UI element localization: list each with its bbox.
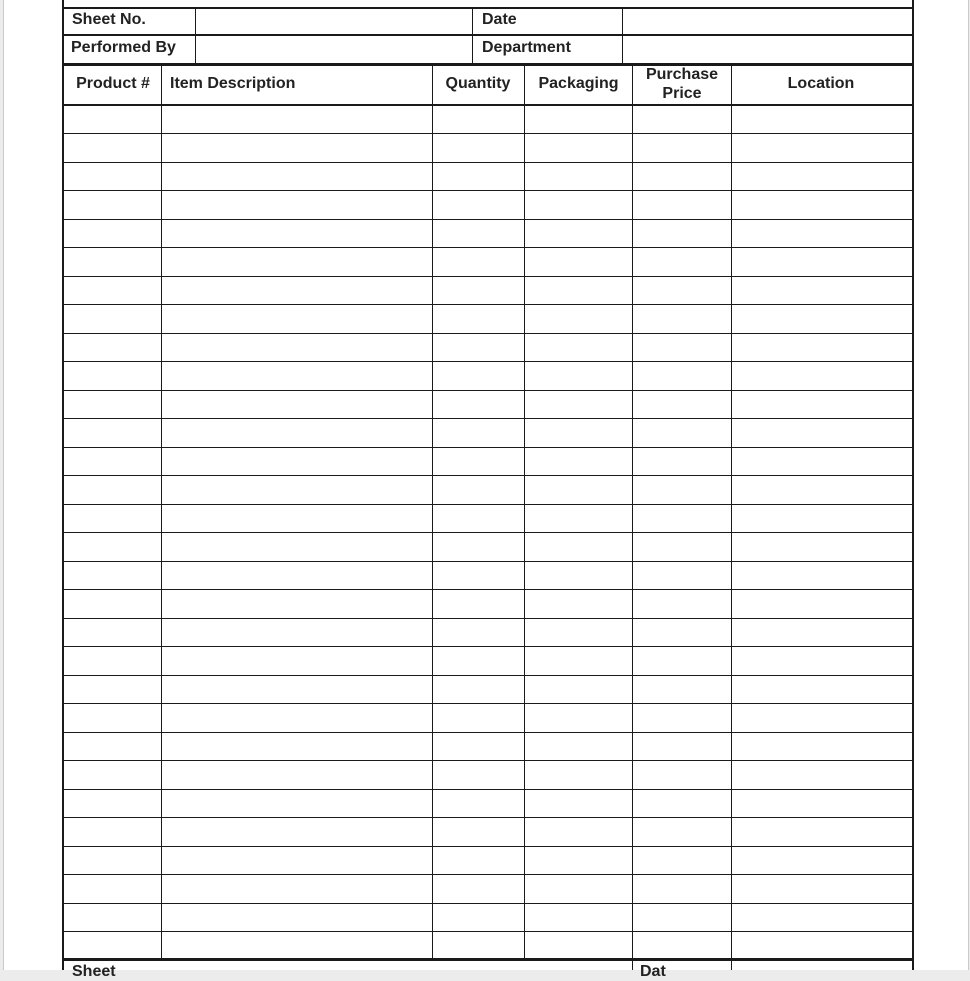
- table-row-line: [62, 247, 912, 248]
- table-row-line: [62, 333, 912, 334]
- performed-by-label: Performed By: [71, 39, 176, 56]
- column-divider-1: [161, 63, 162, 960]
- table-row-line: [62, 532, 912, 533]
- form-info-bottom-border: [62, 63, 912, 66]
- sheet-no-label: Sheet No.: [72, 11, 146, 28]
- table-row-line: [62, 133, 912, 134]
- info-divider-2: [472, 7, 473, 63]
- table-row-line: [62, 162, 912, 163]
- department-field[interactable]: [623, 37, 911, 63]
- table-row-line: [62, 874, 912, 875]
- performed-by-field[interactable]: [197, 37, 472, 63]
- table-row-line: [62, 561, 912, 562]
- column-header-product-number: Product #: [76, 75, 150, 92]
- form-right-border: [912, 0, 914, 970]
- column-divider-5: [731, 63, 732, 960]
- date-field[interactable]: [623, 9, 911, 34]
- form-top-border: [62, 7, 912, 9]
- table-row-line: [62, 703, 912, 704]
- info-divider-3: [622, 7, 623, 63]
- table-row-line: [62, 732, 912, 733]
- table-header-bottom-border: [62, 104, 912, 106]
- column-header-purchase-price: Purchase Price: [645, 66, 719, 102]
- table-row-line: [62, 475, 912, 476]
- table-row-line: [62, 846, 912, 847]
- column-divider-3: [524, 63, 525, 960]
- table-row-line: [62, 190, 912, 191]
- table-row-line: [62, 618, 912, 619]
- footer-divider-1: [632, 960, 633, 970]
- table-row-line: [62, 675, 912, 676]
- footer-left-label: Sheet: [72, 963, 116, 980]
- table-row-line: [62, 817, 912, 818]
- footer-right-label: Dat: [640, 963, 666, 980]
- table-row-line: [62, 390, 912, 391]
- department-label: Department: [482, 39, 571, 56]
- table-row-line: [62, 304, 912, 305]
- column-divider-4: [632, 63, 633, 960]
- table-row-line: [62, 276, 912, 277]
- table-row-line: [62, 361, 912, 362]
- footer-divider-2: [731, 960, 732, 970]
- table-bottom-border: [62, 958, 912, 961]
- column-header-item-description: Item Description: [170, 75, 296, 92]
- table-row-line: [62, 760, 912, 761]
- column-header-location: Location: [787, 75, 855, 92]
- table-row-line: [62, 646, 912, 647]
- sheet-no-field[interactable]: [197, 9, 472, 34]
- table-row-line: [62, 903, 912, 904]
- table-row-line: [62, 447, 912, 448]
- table-row-line: [62, 789, 912, 790]
- table-row-line: [62, 931, 912, 932]
- info-divider-1: [195, 7, 196, 63]
- column-divider-2: [432, 63, 433, 960]
- column-header-quantity: Quantity: [445, 75, 511, 92]
- form-left-border: [62, 0, 64, 970]
- table-row-line: [62, 589, 912, 590]
- footer-left-border: [62, 960, 64, 970]
- inventory-sheet-page: [3, 0, 969, 980]
- column-header-packaging: Packaging: [538, 75, 619, 92]
- table-row-line: [62, 219, 912, 220]
- form-info-divider: [62, 34, 912, 36]
- table-row-line: [62, 504, 912, 505]
- date-label: Date: [482, 11, 517, 28]
- table-row-line: [62, 418, 912, 419]
